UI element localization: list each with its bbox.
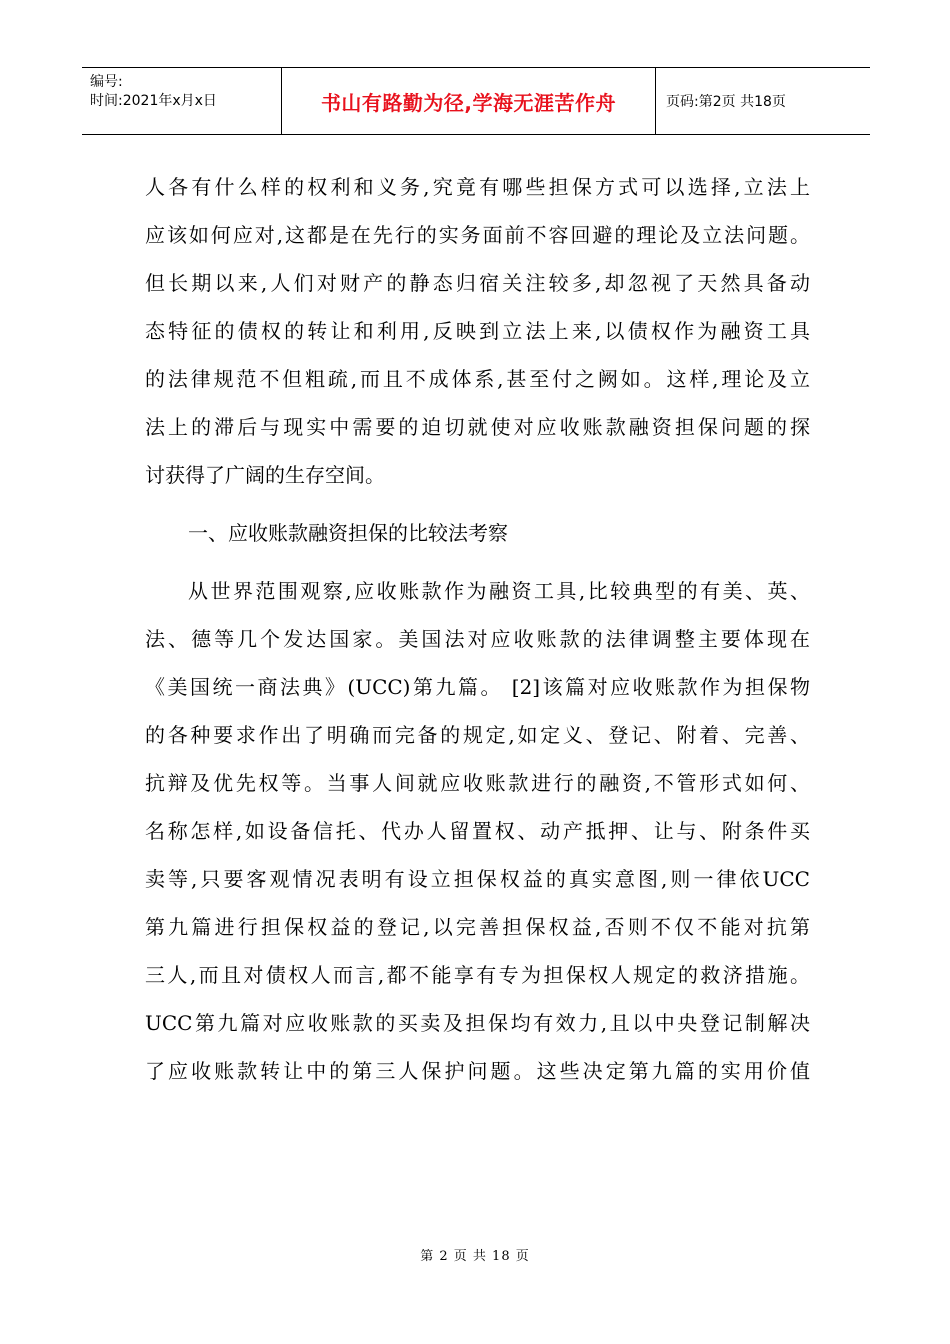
text-line: 讨获得了广阔的生存空间。 — [145, 463, 385, 487]
text-line: 了应收账款转让中的第三人保护问题。这些决定第九篇的实用价值 — [145, 1059, 810, 1083]
section-heading: 一、应收账款融资担保的比较法考察 — [188, 521, 508, 545]
document-number-label: 编号: — [90, 74, 123, 90]
text-line: 卖等,只要客观情况表明有设立担保权益的真实意图,则一律依UCC — [145, 867, 810, 891]
text-line: 从世界范围观察,应收账款作为融资工具,比较典型的有美、英、 — [188, 579, 810, 603]
document-body — [145, 163, 810, 1095]
text-line: 的各种要求作出了明确而完备的规定,如定义、登记、附着、完善、 — [145, 723, 810, 747]
text-line: 态特征的债权的转让和利用,反映到立法上来,以债权作为融资工具 — [145, 319, 810, 343]
text-line: UCC第九篇对应收账款的买卖及担保均有效力,且以中央登记制解决 — [145, 1011, 810, 1035]
page-header — [82, 67, 870, 135]
header-page-info: 页码:第2页 共18页 — [666, 94, 786, 110]
page-footer: 第 2 页 共 18 页 — [420, 1249, 530, 1264]
text-line: 法上的滞后与现实中需要的迫切就使对应收账款融资担保问题的探 — [145, 415, 810, 439]
header-meta — [82, 68, 282, 134]
text-line: 法、德等几个发达国家。美国法对应收账款的法律调整主要体现在 — [145, 627, 810, 651]
text-line: 人各有什么样的权利和义务,究竟有哪些担保方式可以选择,立法上 — [145, 175, 810, 199]
text-line: 《美国统一商法典》(UCC)第九篇。 [2]该篇对应收账款作为担保物 — [145, 675, 810, 699]
text-line: 三人,而且对债权人而言,都不能享有专为担保权人规定的救济措施。 — [145, 963, 810, 987]
text-line: 抗辩及优先权等。当事人间就应收账款进行的融资,不管形式如何、 — [145, 771, 810, 795]
text-line: 应该如何应对,这都是在先行的实务面前不容回避的理论及立法问题。 — [145, 223, 810, 247]
document-time-label: 时间:2021年x月x日 — [90, 93, 217, 109]
header-motto: 书山有路勤为径,学海无涯苦作舟 — [282, 68, 656, 134]
text-line: 的法律规范不但粗疏,而且不成体系,甚至付之阙如。这样,理论及立 — [145, 367, 810, 391]
text-line: 名称怎样,如设备信托、代办人留置权、动产抵押、让与、附条件买 — [145, 819, 810, 843]
text-line: 第九篇进行担保权益的登记,以完善担保权益,否则不仅不能对抗第 — [145, 915, 810, 939]
text-line: 但长期以来,人们对财产的静态归宿关注较多,却忽视了天然具备动 — [145, 271, 810, 295]
